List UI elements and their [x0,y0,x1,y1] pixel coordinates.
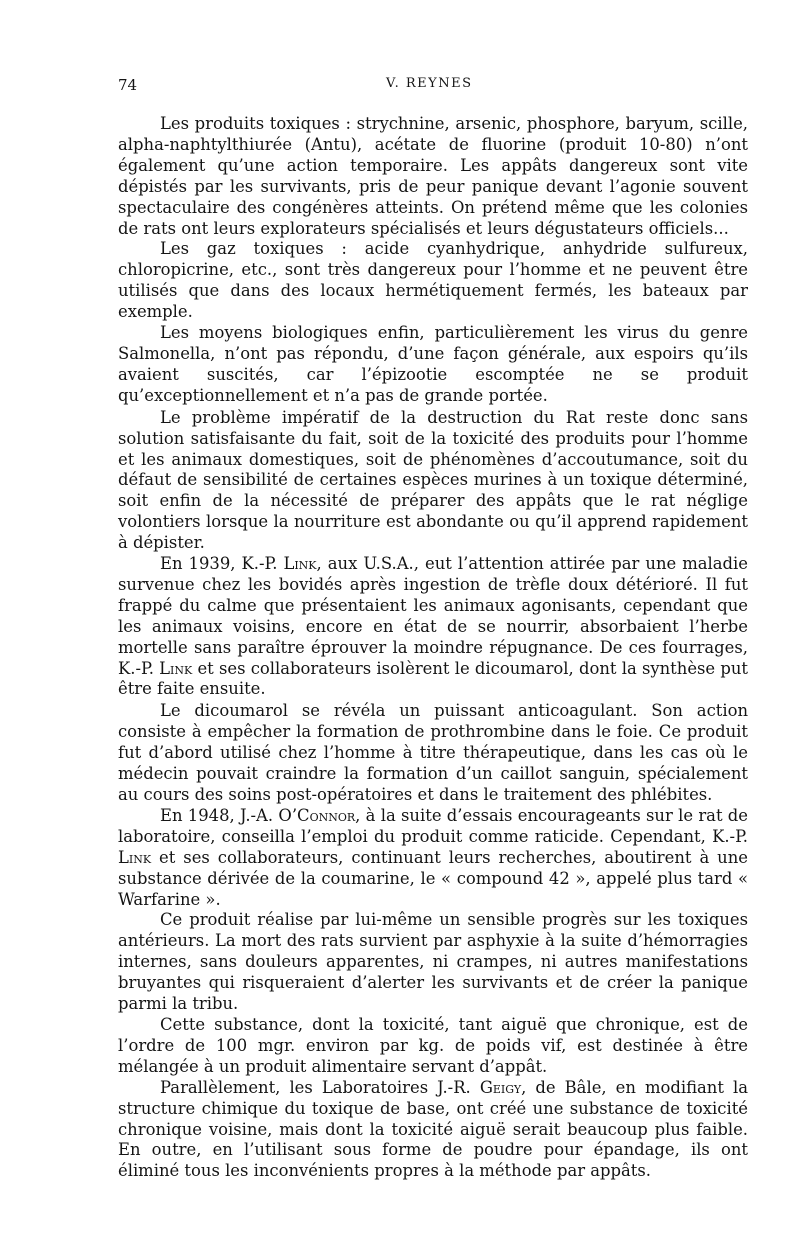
paragraph-toxic-gases: Les gaz toxiques : acide cyanhydrique, anhydride sulfureux, chloropicrine, etc., sont très dangereux pour l’homme et ne peuvent être utilisés que dans des locaux hermétiquement fermés, les bateaux par exemple. [118,239,748,322]
body-text [118,114,748,1182]
running-head: V. REYNES [386,76,473,91]
paragraph-link-1939: En 1939, K.-P. Link, aux U.S.A., eut l’attention attirée par une maladie survenue chez les bovidés après ingestion de trèfle doux détérioré. Il fut frappé du calme que présentaient les animaux agonisants, cependant que les animaux voisins, encore en état de se nourrir, absorbaient l’herbe mortelle sans paraître éprouver la moindre répugnance. De ces fourrages, K.-P. Link et ses collaborateurs isolèrent le dicoumarol, dont la synthèse put être faite ensuite. [118,554,749,699]
page-number: 74 [118,76,138,94]
paragraph-toxicity: Cette substance, dont la toxicité, tant aiguë que chronique, est de l’ordre de 100 mgr. environ par kg. de poids vif, est destinée à être mélangée à un produit alimentaire servant d’appât. [118,1014,748,1076]
paragraph-progress: Ce produit réalise par lui-même un sensible progrès sur les toxiques antérieurs. La mort des rats survient par asphyxie à la suite d’hémorragies internes, sans douleurs apparentes, ni crampes, ni autres manifestations bruyantes qui risqueraient d’alerter les survivants et de créer la panique parmi la tribu. [118,910,748,1014]
author-name: Geigy [479,1077,522,1097]
page-header [118,76,748,96]
paragraph-rat-problem: Le problème impératif de la destruction du Rat reste donc sans solution satisfaisante du fait, soit de la toxicité des produits pour l’homme et les animaux domestiques, soit de phénomènes d’accoutumance, soit du défaut de sensibilité de certaines espèces murines à un toxique déterminé, soit enfin de la nécessité de préparer des appâts que le rat néglige volontiers lorsque la nourriture est abondante ou qu’il apprend rapidement à dépister. [118,407,748,553]
author-name: O’Connor [278,805,356,825]
paragraph-dicoumarol: Le dicoumarol se révéla un puissant anticoagulant. Son action consiste à empêcher la formation de prothrombine dans le foie. Ce produit fut d’abord utilisé chez l’homme à titre thérapeutique, dans les cas où le médecin pouvait craindre la formation d’un caillot sanguin, spécialement au cours des soins post-opératoires et dans le traitement des phlébites. [118,701,748,804]
author-name: Link [118,847,152,867]
paragraph-oconnor-1948: En 1948, J.-A. O’Connor, à la suite d’essais encourageants sur le rat de laboratoire, conseilla l’emploi du produit comme raticide. Cependant, K.-P. Link et ses collaborateurs, continuant leurs recherches, aboutirent à une substance dérivée de la coumarine, le « compound 42 », appelé plus tard « Warfarine ». [118,805,749,909]
author-name: Link [159,658,193,678]
paragraph-toxic-products: Les produits toxiques : strychnine, arsenic, phosphore, baryum, scille, alpha-naphtylthiurée (Antu), acétate de fluorine (produit 10-80) n’ont également qu’une action temporaire. Les appâts dangereux sont vite dépistés par les survivants, pris de peur panique devant l’agonie souvent spectaculaire des congénères atteints. On prétend même que les colonies de rats ont leurs explorateurs spécialisés et leurs dégustateurs officiels... [118,114,748,238]
paragraph-geigy: Parallèlement, les Laboratoires J.-R. Geigy, de Bâle, en modifiant la structure chimique du toxique de base, ont créé une substance de toxicité chronique voisine, mais dont la toxicité aiguë serait beaucoup plus faible. En outre, en l’utilisant sous forme de poudre pour épandage, ils ont éliminé tous les inconvénients propres à la méthode par appâts. [118,1077,749,1181]
paragraph-biological-means: Les moyens biologiques enfin, particulièrement les virus du genre Salmonella, n’ont pas répondu, d’une façon générale, aux espoirs qu’ils avaient suscités, car l’épizootie escomptée ne se produit qu’exceptionnellement et n’a pas de grande portée. [118,323,748,405]
author-name: Link [283,554,317,574]
